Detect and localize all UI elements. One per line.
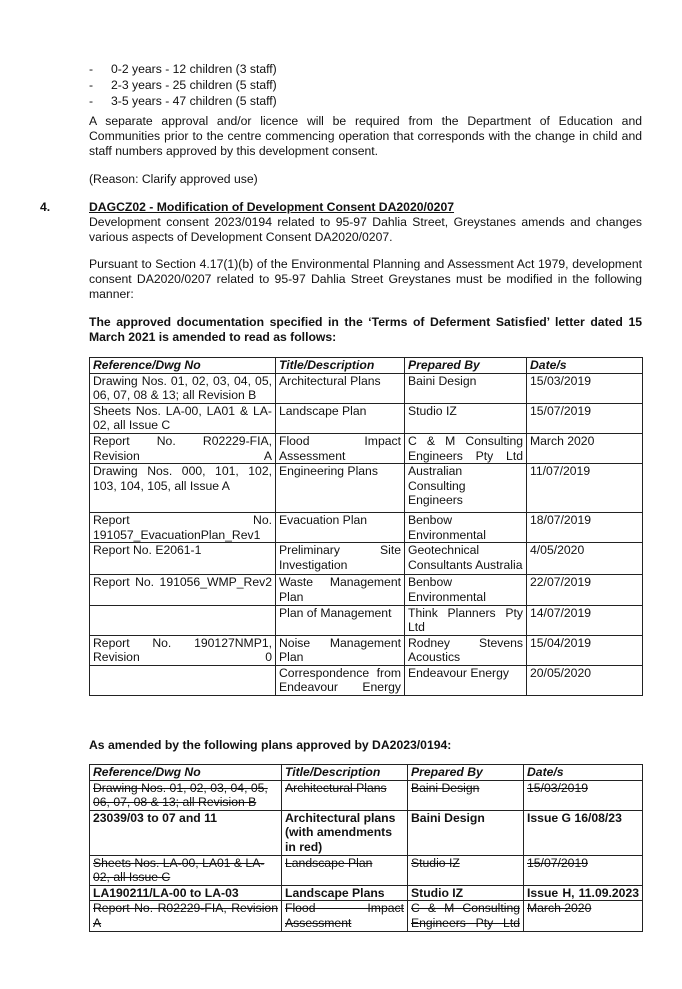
table-row-amended: 23039/03 to 07 and 11 Architectural plans (with amendments in red) Baini Design Issue G 16/08/23 bbox=[90, 810, 643, 855]
reason-paragraph: (Reason: Clarify approved use) bbox=[89, 172, 258, 186]
table-row-superseded: Report No. R02229-FIA, Revision A Flood Impact Assessment C & M Consulting Engineers Pty Ltd March 2020 bbox=[90, 901, 643, 931]
table-row: Report No. 190127NMP1, Revision 0 Noise Management Plan Rodney Stevens Acoustics 15/04/2019 bbox=[90, 635, 643, 665]
col-header-reference: Reference/Dwg No bbox=[90, 358, 276, 374]
table-header-row bbox=[90, 358, 643, 374]
amended-by-paragraph: As amended by the following plans approved by DA2023/0194: bbox=[89, 738, 452, 752]
table-row-superseded: Drawing Nos. 01, 02, 03, 04, 05, 06, 07, 08 & 13; all Revision B Architectural Plans Baini Design 15/03/2019 bbox=[90, 780, 643, 810]
approved-docs-paragraph: The approved documentation specified in the ‘Terms of Deferment Satisfied’ letter dated 15 March 2021 is amended to read as follows: bbox=[89, 315, 642, 345]
table-header-row bbox=[90, 765, 643, 781]
col-header-prepared-by: Prepared By bbox=[405, 358, 527, 374]
col-header-date: Date/s bbox=[524, 765, 643, 781]
table-row: Report No. E2061-1 Preliminary Site Investigation Geotechnical Consultants Australia 4/05/2020 bbox=[90, 543, 643, 575]
table-row: Drawing Nos. 000, 101, 102, 103, 104, 105, all Issue A Engineering Plans Australian Consulting Engineers 11/07/2019 bbox=[90, 464, 643, 513]
table-row-superseded: Sheets Nos. LA-00, LA01 & LA-02, all Issue C Landscape Plan Studio IZ 15/07/2019 bbox=[90, 855, 643, 885]
section-number: 4. bbox=[40, 200, 51, 214]
table-row: Plan of Management Think Planners Pty Ltd 14/07/2019 bbox=[90, 605, 643, 635]
col-header-prepared-by: Prepared By bbox=[408, 765, 524, 781]
table-row: Drawing Nos. 01, 02, 03, 04, 05, 06, 07, 08 & 13; all Revision B Architectural Plans Baini Design 15/03/2019 bbox=[90, 373, 643, 403]
col-header-title: Title/Description bbox=[276, 358, 405, 374]
section-heading: DAGCZ02 - Modification of Development Consent DA2020/0207 bbox=[89, 200, 455, 214]
table-row: Correspondence from Endeavour Energy Endeavour Energy 20/05/2020 bbox=[90, 665, 643, 695]
amended-plans-table bbox=[89, 764, 643, 932]
section-heading-block bbox=[89, 200, 642, 246]
list-item: - 2-3 years - 25 children (5 staff) bbox=[89, 78, 277, 92]
children-staff-list bbox=[89, 61, 277, 109]
approved-documents-table bbox=[89, 357, 643, 696]
approval-paragraph: A separate approval and/or licence will be required from the Department of Education and Communities prior to the centre commencing operation that corresponds with the change in child and staff numbers approved by this development consent. bbox=[89, 114, 642, 159]
table-row-amended: LA190211/LA-00 to LA-03 Landscape Plans Studio IZ Issue H, 11.09.2023 bbox=[90, 885, 643, 901]
col-header-date: Date/s bbox=[527, 358, 643, 374]
col-header-title: Title/Description bbox=[282, 765, 408, 781]
table-row: Report No. 191056_WMP_Rev2 Waste Management Plan Benbow Environmental 22/07/2019 bbox=[90, 575, 643, 605]
pursuant-paragraph: Pursuant to Section 4.17(1)(b) of the Environmental Planning and Assessment Act 1979, development consent DA2020/0207 related to 95-97 Dahlia Street Greystanes must be modified in the following manner: bbox=[89, 257, 642, 302]
col-header-reference: Reference/Dwg No bbox=[90, 765, 282, 781]
section-intro: Development consent 2023/0194 related to 95-97 Dahlia Street, Greystanes amends and changes various aspects of Development Consent DA2020/0207. bbox=[89, 215, 642, 245]
list-item: - 3-5 years - 47 children (5 staff) bbox=[89, 94, 277, 108]
list-item: - 0-2 years - 12 children (3 staff) bbox=[89, 62, 277, 76]
table-row: Report No. 191057_EvacuationPlan_Rev1 Evacuation Plan Benbow Environmental 18/07/2019 bbox=[90, 512, 643, 542]
table-row: Report No. R02229-FIA, Revision A Flood Impact Assessment C & M Consulting Engineers Pty Ltd March 2020 bbox=[90, 433, 643, 463]
table-row: Sheets Nos. LA-00, LA01 & LA-02, all Issue C Landscape Plan Studio IZ 15/07/2019 bbox=[90, 403, 643, 433]
